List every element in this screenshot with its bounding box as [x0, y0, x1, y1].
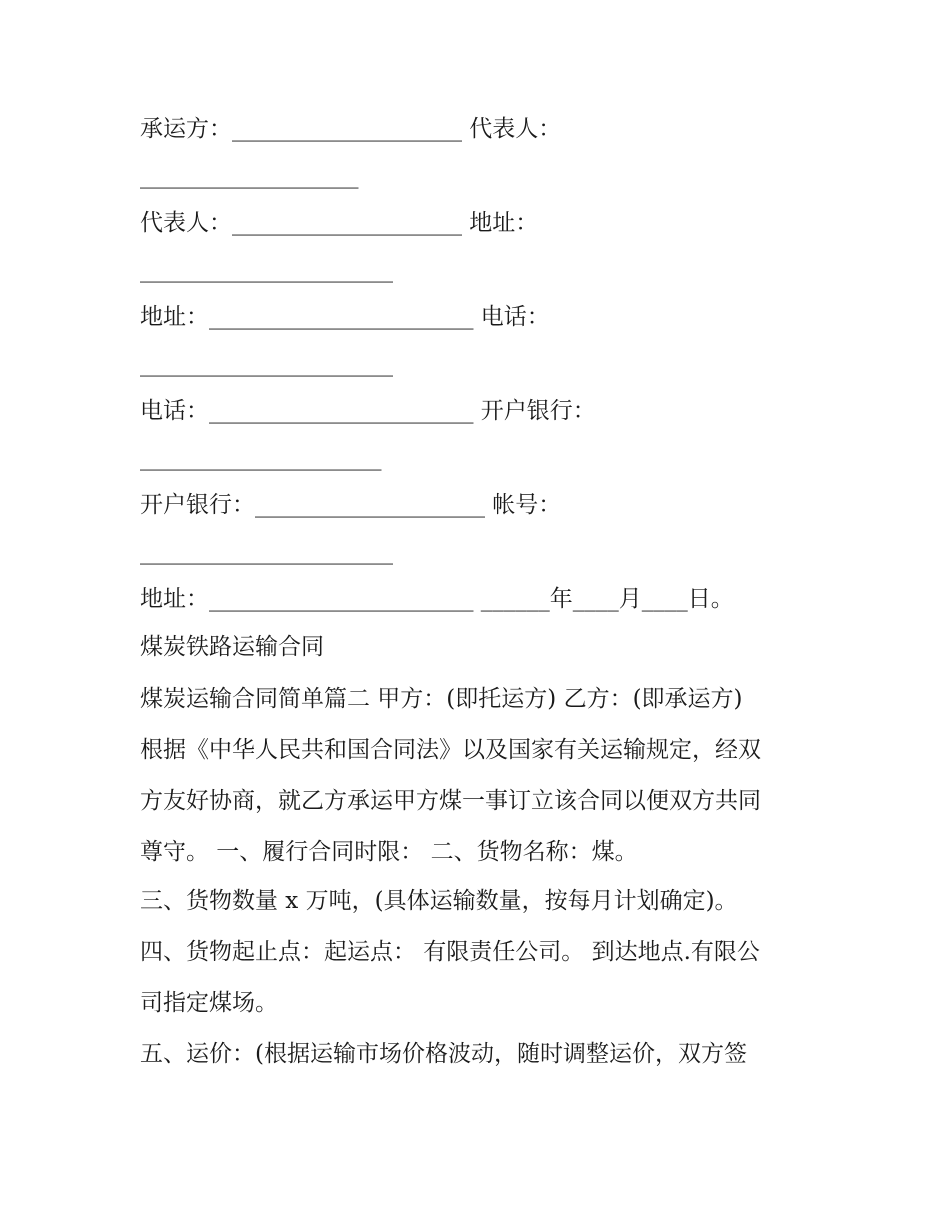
representative-line: 代表人：____________________ 地址： [140, 210, 539, 236]
phone-blank: ______________________ [140, 351, 393, 377]
account-blank: ______________________ [140, 539, 393, 565]
address-blank: ______________________ [140, 257, 393, 283]
clause-route: 四、货物起止点：起运点： 有限责任公司。 到达地点.有限公 [140, 939, 760, 965]
carrier-representative-blank: ___________________ [140, 163, 359, 189]
clause-price: 五、运价：(根据运输市场价格波动，随时调整运价，双方签 [140, 1041, 747, 1067]
address-line: 地址：_______________________ 电话： [140, 304, 550, 330]
body-paragraph-line: 尊守。 一、履行合同时限： 二、货物名称：煤。 [140, 839, 638, 865]
bank-line: 开户银行：____________________ 帐号： [140, 492, 562, 518]
phone-line: 电话：_______________________ 开户银行： [140, 398, 596, 424]
clause-quantity: 三、货物数量 x 万吨，(具体运输数量，按每月计划确定)。 [140, 888, 738, 914]
bank-blank: _____________________ [140, 445, 382, 471]
body-paragraph-line: 方友好协商，就乙方承运甲方煤一事订立该合同以便双方共同 [140, 788, 761, 814]
body-paragraph-line: 根据《中华人民共和国合同法》以及国家有关运输规定，经双 [140, 737, 761, 763]
carrier-party-line: 承运方：____________________ 代表人： [140, 116, 562, 142]
contract-intro-line: 煤炭运输合同简单篇二 甲方：(即托运方) 乙方：(即承运方) [140, 686, 743, 712]
clause-route-continued: 司指定煤场。 [140, 990, 278, 1016]
contract-heading: 煤炭铁路运输合同 [140, 634, 324, 660]
address-date-line: 地址：_______________________ ______年____月____日。 [140, 586, 734, 612]
